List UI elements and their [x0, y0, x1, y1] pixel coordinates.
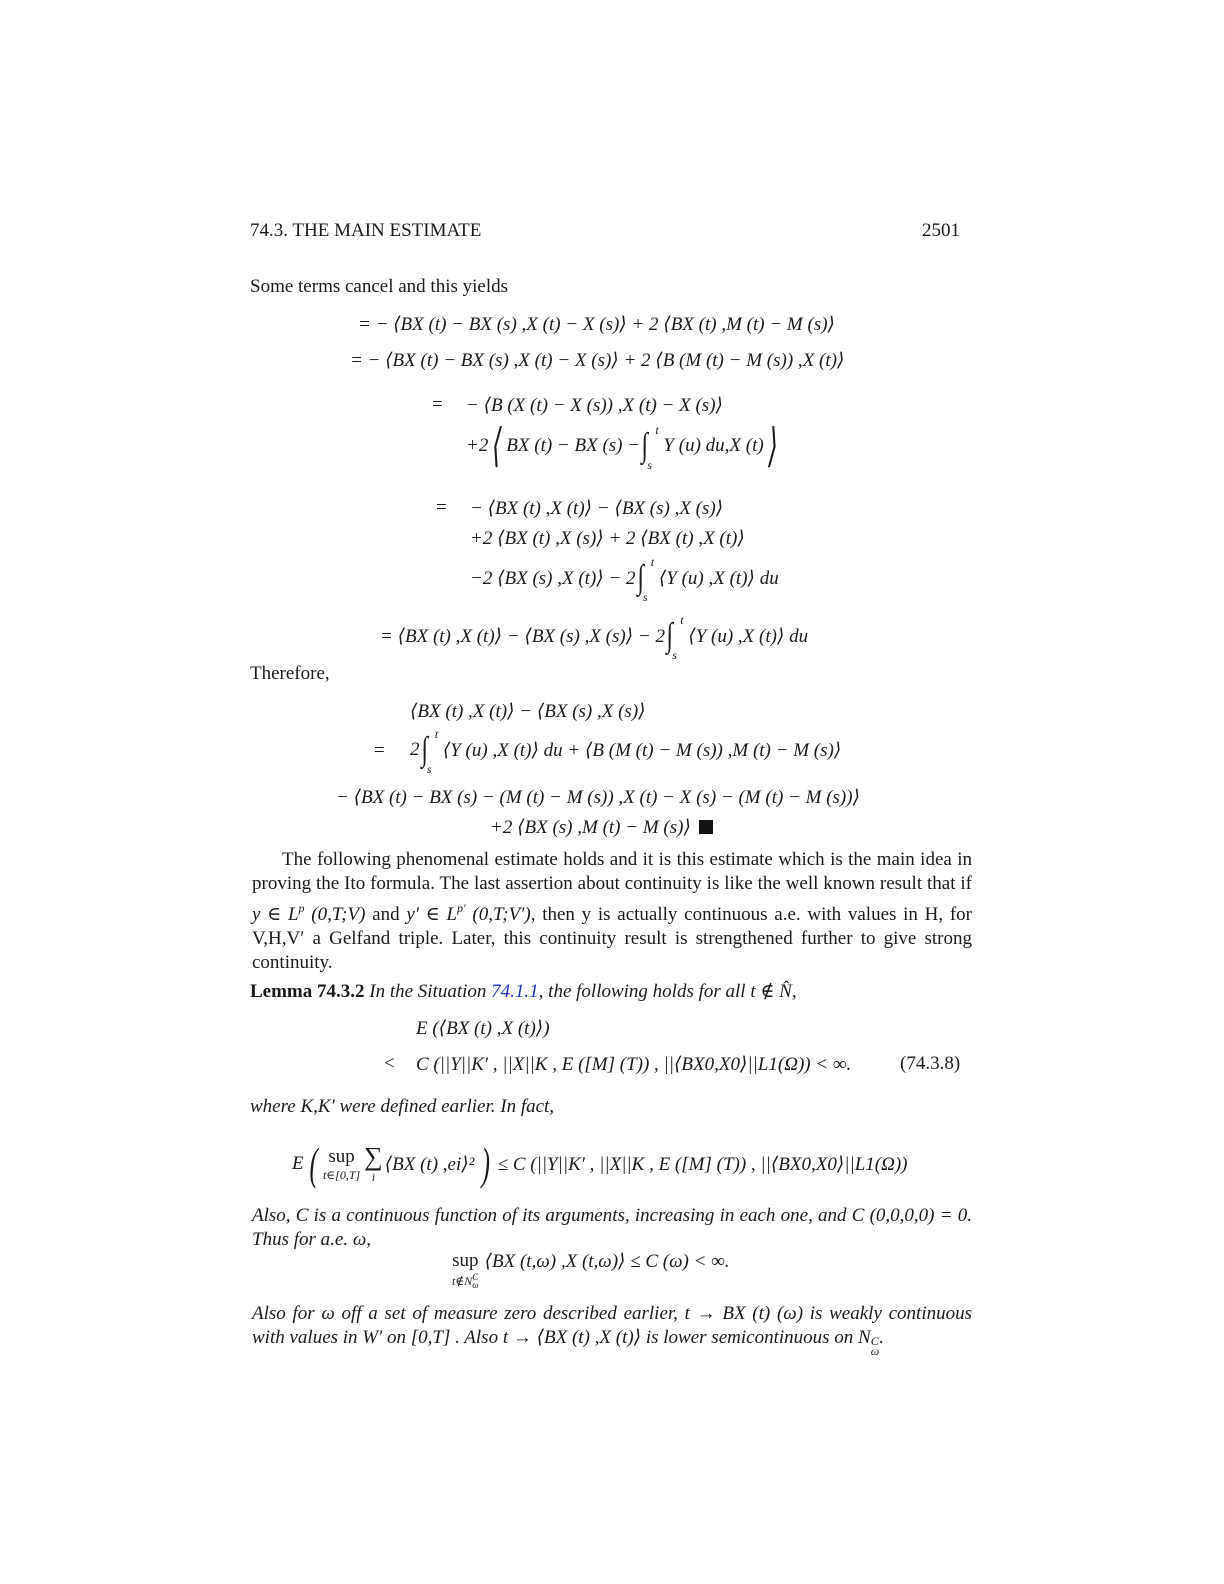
paragraph-text: The following phenomenal estimate holds and it is this estimate which is the main idea in proving the Ito formula. The last assertion about continuity is like the well known result that if [252, 849, 972, 894]
math-subscript: ω [870, 1344, 880, 1358]
qed-square-icon [699, 820, 713, 834]
equation-line: ⟨BX (t) ,X (t)⟩ − ⟨BX (s) ,X (s)⟩ [410, 701, 646, 722]
lemma-label: Lemma 74.3.2 [250, 981, 365, 1002]
math-superscript: p′ [457, 901, 466, 915]
equation-fragment: Y (u) du,X (t) [663, 435, 764, 456]
equation-fragment: 2 [410, 739, 420, 760]
equation-fragment: +2 [466, 435, 489, 456]
therefore-text: Therefore, [250, 663, 330, 684]
integral-lower-limit: s [647, 458, 653, 472]
math-inline: y′ ∈ L [406, 904, 458, 925]
lemma-heading [250, 980, 797, 1003]
integral-lower-limit: s [642, 590, 648, 604]
lemma-text: In the Situation [369, 981, 487, 1002]
sum-operator [364, 1141, 383, 1185]
equation-fragment: ⟨BX (t,ω) ,X (t,ω)⟩ ≤ C (ω) < ∞. [484, 1251, 730, 1272]
equation-fragment: ⟨Y (u) ,X (t)⟩ du [688, 625, 809, 647]
equation-fragment: ⟨Y (u) ,X (t)⟩ du + ⟨B (M (t) − M (s)) ,M (t) − M (s)⟩ [442, 739, 842, 761]
equation-line: − ⟨B (X (t) − X (s)) ,X (t) − X (s)⟩ [466, 395, 723, 416]
sum-icon: ∑ [364, 1141, 383, 1171]
equation-fragment: ≤ C (||Y||K′ , ||X||K , E ([M] (T)) , ||⟨BX0,X0⟩||L1(Ω)) [497, 1153, 908, 1175]
math-supsub [871, 1336, 879, 1356]
equation-fragment: −2 ⟨BX (s) ,X (t)⟩ − 2 [470, 567, 636, 589]
sup-operator [323, 1146, 360, 1183]
sup-subscript-sup: C [472, 1272, 479, 1282]
equation-fragment: ⟨BX (t) ,ei⟩² [384, 1153, 475, 1175]
equation-line: +2 ⟨BX (t) ,X (s)⟩ + 2 ⟨BX (t) ,X (t)⟩ [470, 528, 745, 549]
intro-text: Some terms cancel and this yields [250, 276, 509, 297]
integral-upper-limit: t [680, 613, 684, 627]
integral-icon: ∫ [666, 617, 673, 654]
paragraph-text: , then y is actually continuous a.e. with values in H, for V,H,V′ a Gelfand triple. Later, this continuity result is strengthened further to give strong continuity. [252, 904, 972, 973]
lemma-text: Also, C is a continuous function of its arguments, increasing in each one, and C (0,0,0,0) = 0. Thus for a.e. ω, [252, 1205, 972, 1250]
equation-line-integral [380, 613, 809, 662]
equation-line: = − ⟨BX (t) − BX (s) ,X (t) − X (s)⟩ + 2 ⟨BX (t) ,M (t) − M (s)⟩ [358, 314, 835, 335]
integral-icon: ∫ [636, 559, 644, 596]
integral-icon: ∫ [420, 731, 428, 768]
equation-line [490, 816, 713, 839]
equation-line-integral [410, 727, 842, 776]
integral-upper-limit: t [650, 555, 655, 569]
equation-equals: = [432, 394, 443, 415]
sup-subscript [452, 1272, 479, 1290]
equation-equals: = [436, 497, 447, 518]
sup-label: sup [452, 1250, 479, 1271]
equation-line: E (⟨BX (t) ,X (t)⟩) [416, 1018, 550, 1039]
angle-left-icon: ⟨ [492, 420, 503, 471]
math-inline: (0,T;V) [311, 904, 366, 925]
sup-subscript-text: t∉N [452, 1274, 473, 1288]
equation-fragment: ⟨Y (u) ,X (t)⟩ du [658, 567, 779, 589]
equation-line: C (||Y||K′ , ||X||K , E ([M] (T)) , ||⟨BX0,X0⟩||L1(Ω)) < ∞. [416, 1054, 852, 1075]
integral-limits [642, 555, 659, 604]
integral-upper-limit: t [655, 423, 659, 437]
equation-line-sup [452, 1250, 730, 1290]
sup-operator [452, 1250, 479, 1290]
equation-less-than: < [384, 1053, 395, 1074]
integral-limits [426, 727, 443, 776]
lemma-text-fragment: . [879, 1327, 884, 1348]
integral-limits [672, 613, 688, 662]
sum-subscript: i [371, 1169, 376, 1184]
lemma-text [252, 1302, 972, 1356]
equation-fragment: BX (t) − BX (s) − [506, 435, 641, 456]
integral-lower-limit: s [672, 648, 677, 662]
sup-subscript: t∈[0,T] [322, 1167, 361, 1182]
equation-fragment: +2 ⟨BX (s) ,M (t) − M (s)⟩ [490, 817, 691, 838]
equation-fragment: = ⟨BX (t) ,X (t)⟩ − ⟨BX (s) ,X (s)⟩ − 2 [380, 625, 665, 647]
integral-limits [647, 423, 663, 472]
equation-line: − ⟨BX (t) ,X (t)⟩ − ⟨BX (s) ,X (s)⟩ [470, 498, 724, 519]
equation-line-integral [466, 418, 782, 474]
paragraph-text: and [365, 904, 407, 925]
equation-number: (74.3.8) [900, 1053, 961, 1074]
running-header-section: 74.3. THE MAIN ESTIMATE [250, 220, 482, 241]
math-inline: y ∈ L [252, 904, 299, 925]
paren-left-icon: ( [309, 1138, 318, 1189]
equation-line-integral [470, 555, 779, 604]
sup-label: sup [328, 1145, 355, 1167]
equation-fragment: E [292, 1153, 304, 1174]
equation-equals: = [374, 740, 385, 761]
body-paragraph [252, 848, 972, 975]
integral-lower-limit: s [426, 762, 432, 776]
cross-reference-link[interactable]: 74.1.1 [491, 981, 539, 1002]
lemma-text: where K,K′ were defined earlier. In fact, [250, 1096, 555, 1117]
integral-upper-limit: t [434, 727, 439, 741]
math-inline: (0,T;V′) [472, 904, 531, 925]
math-superscript: p [298, 901, 305, 915]
equation-line: = − ⟨BX (t) − BX (s) ,X (t) − X (s)⟩ + 2 ⟨B (M (t) − M (s)) ,X (t)⟩ [350, 350, 845, 371]
equation-line: − ⟨BX (t) − BX (s) − (M (t) − M (s)) ,X (t) − X (s) − (M (t) − M (s))⟩ [336, 787, 861, 808]
math-superscript: C [870, 1334, 879, 1348]
paren-right-icon: ) [481, 1138, 491, 1189]
equation-line-sup [292, 1132, 908, 1196]
lemma-text-fragment: Also for ω off a set of measure zero described earlier, t → BX (t) (ω) is weakly continuous with values in W′ on [0,T] . Also t → ⟨BX (t) ,X (t)⟩ is lower semicontinuous on N [252, 1303, 972, 1348]
lemma-text: , the following holds for all t ∉ N̂, [538, 981, 797, 1002]
angle-right-icon: ⟩ [767, 420, 778, 471]
page-number: 2501 [922, 220, 960, 241]
sup-subscript-sub: ω [472, 1280, 479, 1290]
integral-icon: ∫ [641, 427, 649, 464]
